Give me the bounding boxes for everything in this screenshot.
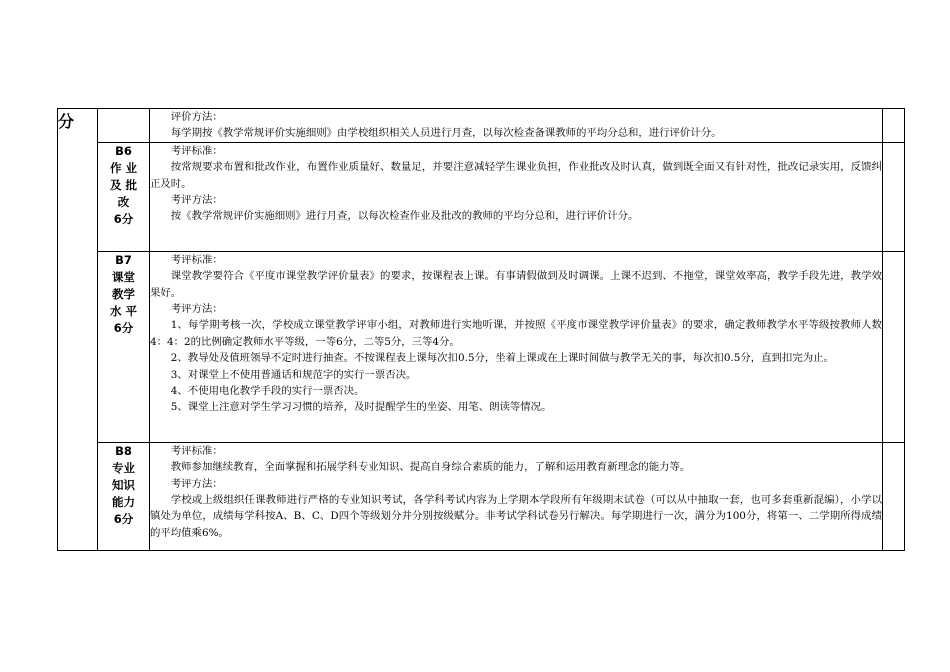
item-label-line: B8 (115, 443, 132, 458)
table-row (58, 109, 905, 143)
item-label-line: 专业 (112, 460, 135, 475)
content-paragraph: 考评标准： (170, 253, 223, 266)
content-cell (150, 109, 883, 143)
content-paragraph: 4、不使用电化教学手段的实行一票否决。 (170, 385, 365, 398)
content-paragraph: 考评标准： (170, 444, 223, 457)
item-label-line: 能力 (112, 494, 135, 509)
content-cell (150, 142, 883, 251)
item-label-line: 6分 (113, 511, 134, 526)
content-paragraph: 2、教导处及值班领导不定时进行抽查。不按课程表上课每次扣0.5分，坐着上课或在上课时间做与教学无关的事，每次扣0.5分，直到扣完为止。 (170, 352, 834, 365)
content-paragraph: 5、课堂上注意对学生学习习惯的培养，及时提醒学生的坐姿、用笔、朗读等情况。 (170, 401, 552, 414)
content-cell (150, 442, 883, 550)
content-paragraph: 1、每学期考核一次，学校成立课堂教学评审小组，对教师进行实地听课，并按照《平度市课堂教学评价量表》的要求，确定教师教学水平等级按教师人数4：4：2的比例确定教师水平等级，一等6分，二等5分，三等4分。 (150, 319, 882, 348)
table-row (58, 251, 905, 442)
item-cell (98, 251, 150, 442)
score-cell (883, 142, 905, 251)
item-label-line: 水 平 (109, 303, 137, 318)
item-label-line: B7 (115, 252, 132, 267)
category-cell: 分 (58, 109, 98, 551)
score-cell (883, 251, 905, 442)
content-paragraph: 教师参加继续教育，全面掌握和拓展学科专业知识、提高自身综合素质的能力，了解和运用教育新理念的能力等。 (170, 461, 691, 474)
content-paragraph: 考评标准： (170, 144, 223, 157)
evaluation-table (57, 108, 905, 551)
item-cell (98, 142, 150, 251)
table-row (58, 442, 905, 550)
content-paragraph: 考评方法： (170, 303, 223, 316)
score-cell (883, 442, 905, 550)
score-cell (883, 109, 905, 143)
item-label-line: 及 批 (109, 177, 137, 192)
content-paragraph: 考评方法： (170, 194, 223, 207)
table-row (58, 142, 905, 251)
item-label-line: B6 (115, 143, 132, 158)
item-label-line: 6分 (113, 320, 134, 335)
content-cell (150, 251, 883, 442)
content-paragraph: 学校或上级组织任课教师进行严格的专业知识考试，各学科考试内容为上学期本学段所有年级期末试卷（可以从中抽取一套，也可多套重新混编），小学以镇处为单位，成绩每学科按A、B、C、D四个等级划分并分别按级赋分。非考试学科试卷另行解决。每学期进行一次，满分为100分，将第一、二学期所得成绩的平均值乘6%。 (150, 494, 882, 539)
content-paragraph: 按常规要求布置和批改作业，布置作业质量好、数量足，并要注意减轻学生课业负担，作业批改及时认真，做到既全面又有针对性，批改记录实用，反馈纠正及时。 (150, 161, 882, 190)
item-label-line: 改 (117, 194, 130, 209)
content-paragraph: 评价方法： (170, 111, 223, 123)
content-paragraph: 课堂教学要符合《平度市课堂教学评价量表》的要求，按课程表上课。有事请假做到及时调课。上课不迟到、不拖堂，课堂效率高，教学手段先进，教学效果好。 (150, 270, 882, 299)
content-paragraph: 每学期按《教学常规评价实施细则》由学校组织相关人员进行月查，以每次检查备课教师的平均分总和，进行评价计分。 (170, 127, 722, 140)
item-label-line: 教学 (112, 286, 135, 301)
content-paragraph: 考评方法： (170, 477, 223, 490)
item-cell (98, 442, 150, 550)
item-label-line: 作 业 (109, 160, 137, 175)
content-paragraph: 3、对课堂上不使用普通话和规范字的实行一票否决。 (170, 368, 417, 381)
item-label-line: 知识 (112, 477, 135, 492)
item-cell (98, 109, 150, 143)
item-label-line: 课堂 (112, 269, 135, 284)
content-paragraph: 按《教学常规评价实施细则》进行月查，以每次检查作业及批改的教师的平均分总和，进行评价计分。 (170, 210, 639, 223)
item-label-line: 6分 (113, 211, 134, 226)
